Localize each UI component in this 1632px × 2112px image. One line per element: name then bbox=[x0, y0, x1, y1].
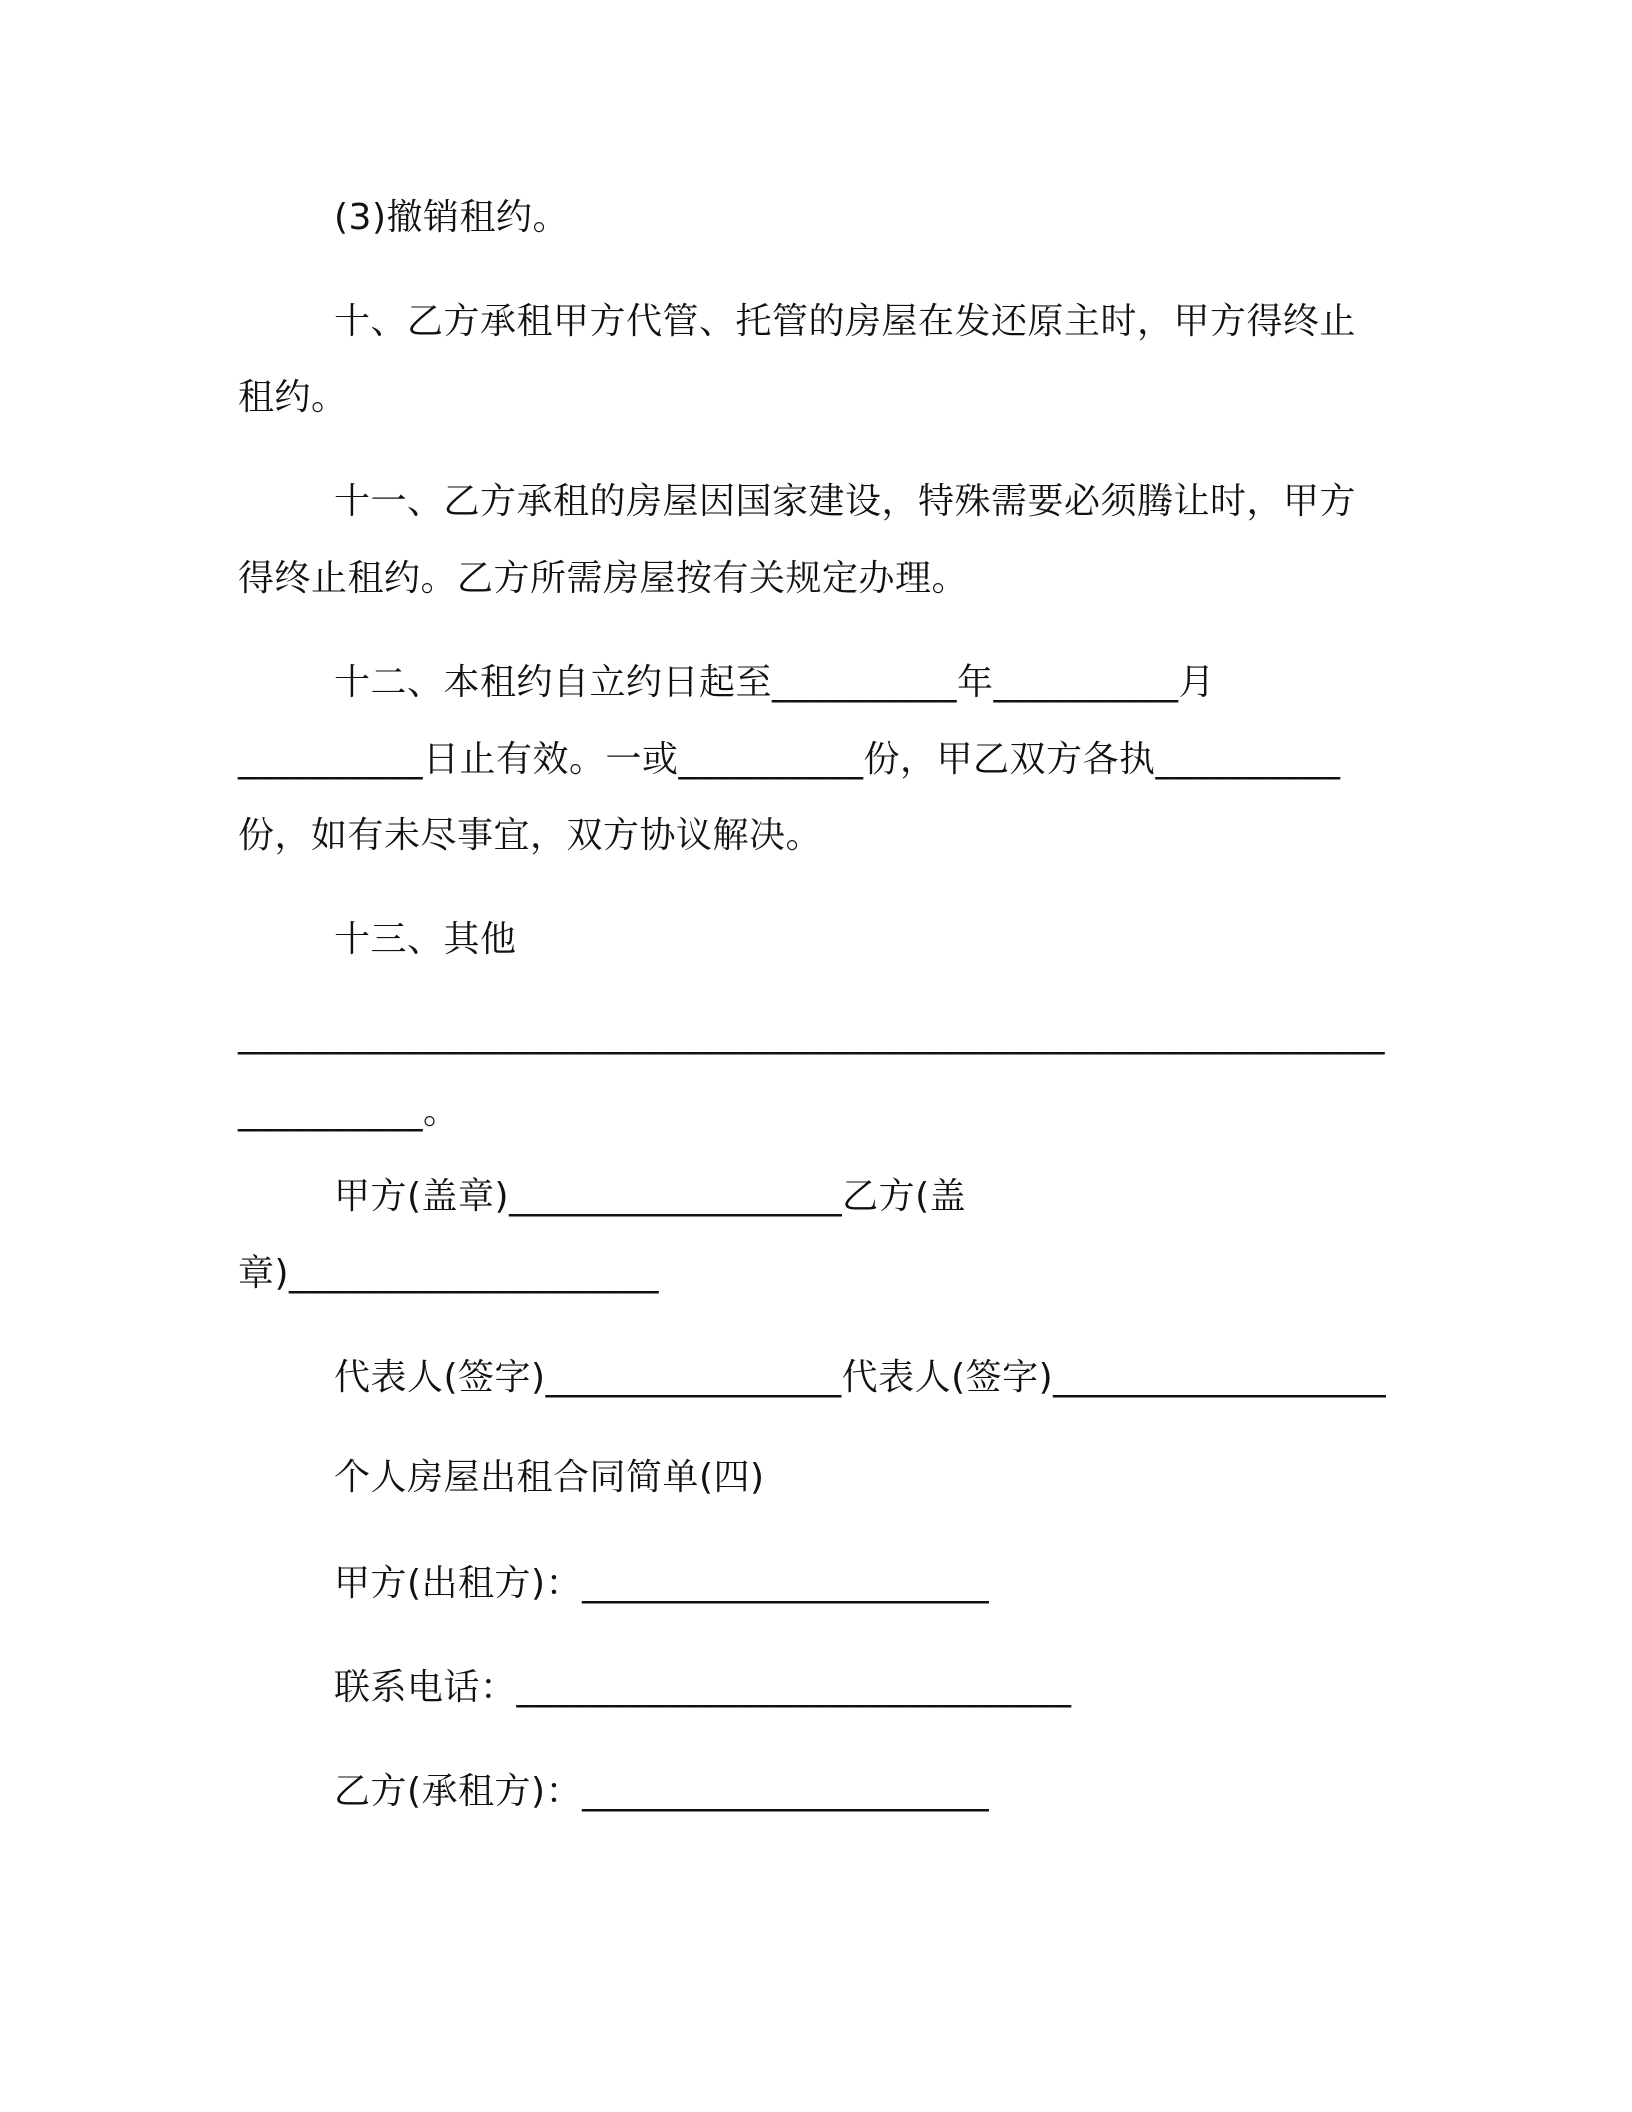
clause-12-line-2: __________日止有效。一或__________份，甲乙双方各执__________ bbox=[238, 739, 1341, 780]
clause-13-heading: 十三、其他 bbox=[334, 919, 517, 960]
clause-12-line-3: 份，如有未尽事宜，双方协议解决。 bbox=[238, 815, 823, 856]
clause-11-line-1: 十一、乙方承租的房屋因国家建设，特殊需要必须腾让时，甲方 bbox=[334, 481, 1357, 522]
clause-13-blank-line-1: ______________________________________________________________ bbox=[238, 1014, 1385, 1055]
section-title: 个人房屋出租合同简单(四) bbox=[334, 1457, 765, 1498]
party-b-seal-line: 章)____________________ bbox=[238, 1253, 660, 1294]
clause-9-item-3: (3)撤销租约。 bbox=[334, 197, 569, 238]
clause-11-line-2: 得终止租约。乙方所需房屋按有关规定办理。 bbox=[238, 558, 969, 599]
party-a-seal-line: 甲方(盖章)__________________乙方(盖 bbox=[334, 1176, 967, 1217]
clause-13-blank-line-2: __________。 bbox=[238, 1091, 460, 1132]
contact-phone-line: 联系电话：______________________________ bbox=[334, 1667, 1072, 1708]
representative-sign-line: 代表人(签字)________________代表人(签字)__________________ bbox=[334, 1357, 1387, 1398]
clause-10-line-2: 租约。 bbox=[238, 377, 348, 418]
party-a-lessor-line: 甲方(出租方)：______________________ bbox=[334, 1563, 990, 1604]
clause-12-line-1: 十二、本租约自立约日起至__________年__________月 bbox=[334, 662, 1216, 703]
clause-10-line-1: 十、乙方承租甲方代管、托管的房屋在发还原主时，甲方得终止 bbox=[334, 301, 1357, 342]
party-b-lessee-line: 乙方(承租方)：______________________ bbox=[334, 1771, 990, 1812]
